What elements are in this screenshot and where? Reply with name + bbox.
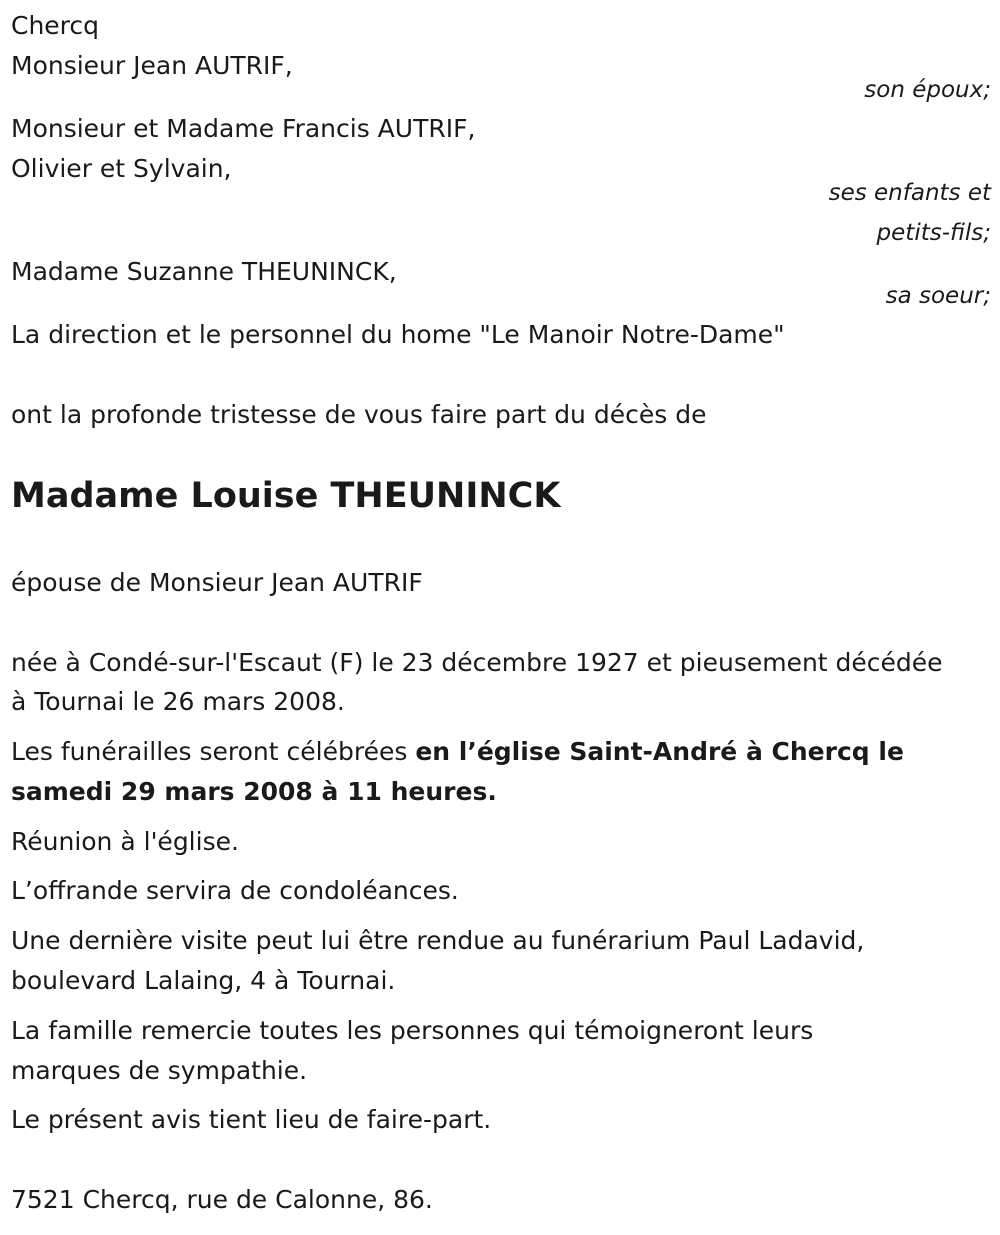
meeting-text: Réunion à l'église. xyxy=(11,827,239,856)
birth-death-line2: à Tournai le 26 mars 2008. xyxy=(11,687,345,716)
obituary-notice xyxy=(11,0,991,1235)
family-spouse-name: Monsieur Jean AUTRIF, xyxy=(11,51,293,80)
family-children-relation-line2: petits-fils; xyxy=(876,220,991,246)
family-children-names-line1: Monsieur et Madame Francis AUTRIF, xyxy=(11,114,476,143)
visit-line1: Une dernière visite peut lui être rendue au funérarium Paul Ladavid, xyxy=(11,926,865,955)
deceased-name: Madame Louise THEUNINCK xyxy=(11,476,561,516)
thanks-line1: La famille remercie toutes les personnes qui témoigneront leurs xyxy=(11,1016,814,1045)
funeral-place: en l’église Saint-André à Chercq le xyxy=(415,737,904,766)
header-place: Chercq xyxy=(11,11,100,40)
family-address: 7521 Chercq, rue de Calonne, 86. xyxy=(11,1185,433,1214)
birth-death-line1: née à Condé-sur-l'Escaut (F) le 23 décembre 1927 et pieusement décédée xyxy=(11,648,943,677)
family-sister-relation: sa soeur; xyxy=(885,283,991,309)
family-children-names-line2: Olivier et Sylvain, xyxy=(11,154,232,183)
funeral-line1 xyxy=(11,732,904,772)
deceased-spouse: épouse de Monsieur Jean AUTRIF xyxy=(11,568,423,597)
offering-text: L’offrande servira de condoléances. xyxy=(11,876,459,905)
thanks-line2: marques de sympathie. xyxy=(11,1056,308,1085)
family-spouse-relation: son époux; xyxy=(864,77,991,103)
funeral-date: samedi 29 mars 2008 à 11 heures. xyxy=(11,777,497,806)
family-home-staff: La direction et le personnel du home "Le Manoir Notre-Dame" xyxy=(11,320,785,349)
family-sister-name: Madame Suzanne THEUNINCK, xyxy=(11,257,397,286)
announcement-text: ont la profonde tristesse de vous faire part du décès de xyxy=(11,400,707,429)
notice-text: Le présent avis tient lieu de faire-part. xyxy=(11,1105,492,1134)
funeral-intro: Les funérailles seront célébrées xyxy=(11,737,416,766)
visit-line2: boulevard Lalaing, 4 à Tournai. xyxy=(11,966,396,995)
family-children-relation-line1: ses enfants et xyxy=(828,180,991,206)
